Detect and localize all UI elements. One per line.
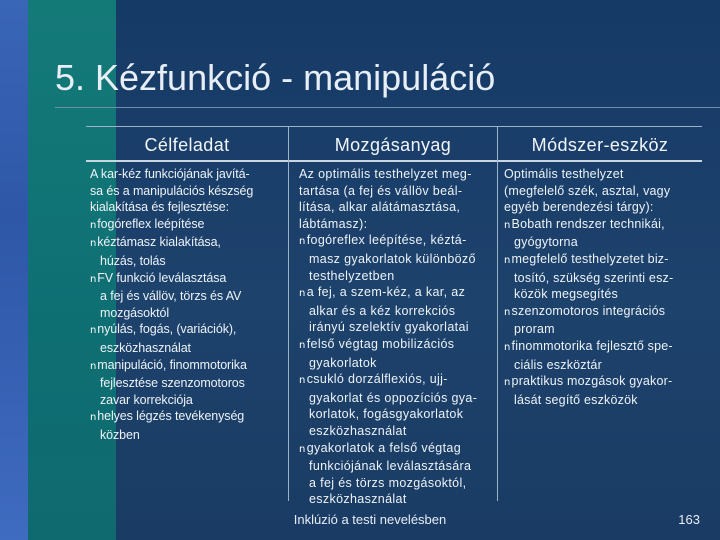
line-text: közben: [100, 427, 140, 442]
line-text: a fej és vállöv, törzs és AV: [100, 289, 242, 304]
title-underline: [55, 107, 720, 108]
line-text: a fej és törzs mozgásoktól,: [309, 475, 467, 490]
bullet-icon: n: [299, 236, 306, 248]
bullet-icon: n: [90, 412, 97, 424]
column-mozgasanyag: [289, 126, 497, 507]
line-text: gyakorlatok: [309, 355, 377, 370]
column-modszer-eszkoz: [498, 126, 702, 501]
text-line: [299, 355, 497, 372]
line-text: A kar-kéz funkciójának javítá-: [90, 167, 250, 181]
text-line: [299, 458, 497, 475]
bullet-item: [504, 216, 702, 235]
text-line: [504, 166, 702, 183]
line-text: zavar korrekciója: [100, 392, 193, 407]
text-line: [90, 305, 286, 322]
line-text: irányú szelektív gyakorlatai: [309, 320, 469, 335]
column-header: Mozgásanyag: [289, 126, 497, 162]
column-body: [299, 166, 497, 508]
line-text: eszközhasználat: [309, 492, 407, 507]
bullet-item: [504, 338, 702, 357]
text-line: [299, 216, 497, 233]
line-text: húzás, tolás: [100, 253, 166, 268]
bullet-item: [504, 373, 702, 392]
line-text: ciális eszköztár: [514, 357, 602, 372]
bullet-item: [90, 234, 286, 253]
line-text: finommotorika fejlesztő spe-: [511, 338, 673, 353]
bullet-icon: n: [299, 339, 306, 351]
bullet-item: [299, 336, 497, 355]
bullet-icon: n: [504, 341, 511, 353]
bullet-item: [90, 270, 286, 289]
line-text: lábtámasz):: [299, 216, 368, 231]
line-text: Optimális testhelyzet: [504, 167, 624, 181]
line-text: Az optimális testhelyzet meg-: [299, 167, 472, 181]
line-text: (megfelelő szék, asztal, vagy: [504, 183, 671, 198]
content-table: [86, 126, 702, 507]
bullet-icon: n: [90, 273, 97, 285]
slide-title: 5. Kézfunkció - manipuláció: [55, 57, 496, 98]
column-body: [90, 166, 286, 444]
column-header: Célfeladat: [86, 126, 288, 162]
text-line: [299, 251, 497, 268]
line-text: FV funkció leválasztása: [97, 270, 227, 285]
line-text: funkciójának leválasztására: [309, 459, 472, 474]
line-text: mozgásoktól: [100, 305, 170, 320]
line-text: Bobath rendszer technikái,: [511, 216, 665, 231]
line-text: eszközhasználat: [100, 340, 191, 355]
bullet-icon: n: [90, 325, 97, 337]
line-text: testhelyzetben: [309, 268, 395, 283]
line-text: lását segítő eszközök: [514, 392, 638, 407]
text-line: [299, 166, 497, 183]
line-text: gyakorlatok a felső végtag: [306, 440, 462, 455]
bullet-item: [504, 251, 702, 270]
text-line: [299, 319, 497, 336]
line-text: kéztámasz kialakítása,: [97, 235, 221, 250]
line-text: szenzomotoros integrációs: [511, 303, 666, 318]
page-number: 163: [678, 512, 700, 527]
text-line: [299, 268, 497, 285]
text-line: [299, 491, 497, 508]
bullet-icon: n: [504, 306, 511, 318]
text-line: [90, 340, 286, 357]
bullet-icon: n: [504, 377, 511, 389]
text-line: [90, 183, 286, 200]
line-text: tosító, szükség szerinti esz-: [514, 270, 674, 285]
line-text: egyéb berendezési tárgy):: [504, 200, 654, 215]
line-text: sa és a manipulációs készség: [90, 183, 254, 198]
line-text: masz gyakorlatok különböző: [309, 251, 476, 266]
text-line: [90, 166, 286, 183]
line-text: praktikus mozgások gyakor-: [511, 374, 673, 389]
text-line: [504, 357, 702, 374]
text-line: [504, 321, 702, 338]
bullet-icon: n: [504, 219, 511, 231]
text-line: [504, 286, 702, 303]
line-text: közök megsegítés: [514, 287, 618, 302]
line-text: megfelelő testhelyzetet biz-: [511, 251, 669, 266]
text-line: [90, 253, 286, 270]
bullet-item: [90, 216, 286, 235]
text-line: [504, 392, 702, 409]
bullet-item: [299, 440, 497, 459]
line-text: fogóreflex leépítése, kéztá-: [306, 233, 467, 248]
text-line: [90, 392, 286, 409]
text-line: [504, 234, 702, 251]
text-line: [299, 475, 497, 492]
line-text: felső végtag mobilizációs: [306, 336, 455, 351]
column-body: [504, 166, 702, 408]
bullet-icon: n: [90, 219, 97, 231]
line-text: kialakítása és fejlesztése:: [90, 200, 230, 215]
text-line: [90, 199, 286, 216]
line-text: tartása (a fej és vállöv beál-: [299, 183, 463, 198]
line-text: fejlesztése szenzomotoros: [100, 376, 245, 391]
text-line: [504, 199, 702, 216]
text-line: [90, 288, 286, 305]
line-text: csukló dorzálflexiós, ujj-: [306, 372, 448, 387]
bullet-item: [299, 371, 497, 390]
text-line: [299, 406, 497, 423]
line-text: lítása, alkar alátámasztása,: [299, 200, 461, 215]
text-line: [504, 183, 702, 200]
line-text: a fej, a szem-kéz, a kar, az: [306, 285, 466, 300]
bullet-icon: n: [299, 375, 306, 387]
bullet-icon: n: [299, 288, 306, 300]
bullet-item: [90, 321, 286, 340]
column-celfeladat: [86, 126, 288, 501]
bullet-item: [90, 357, 286, 376]
line-text: eszközhasználat: [309, 423, 407, 438]
text-line: [299, 183, 497, 200]
line-text: gyakorlat és oppozíciós gya-: [309, 390, 478, 405]
bullet-icon: n: [299, 443, 306, 455]
line-text: helyes légzés tevékenység: [97, 409, 245, 424]
text-line: [299, 390, 497, 407]
bullet-icon: n: [504, 254, 511, 266]
line-text: gyógytorna: [514, 235, 578, 250]
bullet-icon: n: [90, 360, 97, 372]
bullet-item: [299, 284, 497, 303]
text-line: [299, 199, 497, 216]
line-text: alkar és a kéz korrekciós: [309, 303, 456, 318]
footer-text: Inklúzió a testi nevelésben: [293, 512, 447, 527]
bullet-icon: n: [90, 238, 97, 250]
text-line: [299, 423, 497, 440]
text-line: [90, 375, 286, 392]
text-line: [299, 303, 497, 320]
bullet-item: [90, 408, 286, 427]
line-text: fogóreflex leépítése: [97, 216, 205, 231]
column-header: Módszer-eszköz: [498, 126, 702, 162]
line-text: proram: [514, 322, 555, 337]
line-text: manipuláció, finommotorika: [97, 357, 247, 372]
text-line: [90, 427, 286, 444]
line-text: nyúlás, fogás, (variációk),: [97, 322, 237, 337]
bullet-item: [299, 232, 497, 251]
bullet-item: [504, 303, 702, 322]
left-blue-bar: [0, 0, 28, 540]
text-line: [504, 270, 702, 287]
line-text: korlatok, fogásgyakorlatok: [309, 407, 464, 422]
